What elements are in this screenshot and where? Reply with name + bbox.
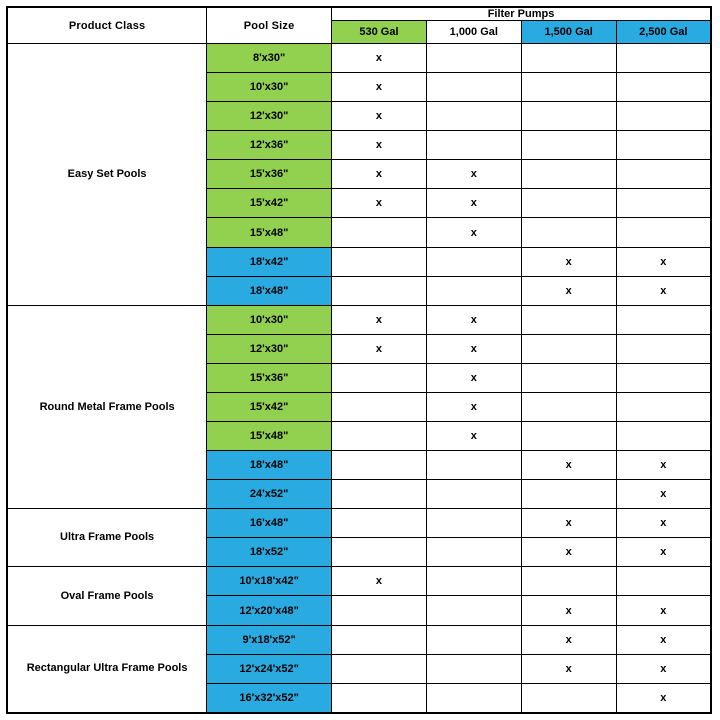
compatibility-empty-cell [616, 189, 711, 218]
table-row [7, 567, 711, 596]
compatibility-empty-cell [332, 480, 427, 509]
pool-size-cell: 15'x36" [207, 160, 332, 189]
product-class-cell: Ultra Frame Pools [7, 509, 207, 567]
pump-capacity-header-4: 2,500 Gal [616, 21, 711, 44]
pool-size-cell: 16'x48" [207, 509, 332, 538]
compatibility-empty-cell [521, 363, 616, 392]
header-pool-size: Pool Size [207, 7, 332, 44]
pump-capacity-header-2: 1,000 Gal [426, 21, 521, 44]
pool-size-cell: 24'x52" [207, 480, 332, 509]
pool-size-cell: 10'x30" [207, 305, 332, 334]
compatibility-mark-cell: x [616, 247, 711, 276]
compatibility-empty-cell [426, 131, 521, 160]
product-class-cell: Round Metal Frame Pools [7, 305, 207, 509]
pool-size-cell: 12'x36" [207, 131, 332, 160]
pool-size-cell: 12'x30" [207, 334, 332, 363]
compatibility-empty-cell [616, 363, 711, 392]
compatibility-mark-cell: x [332, 567, 427, 596]
compatibility-empty-cell [332, 392, 427, 421]
compatibility-empty-cell [521, 334, 616, 363]
pool-size-cell: 12'x24'x52" [207, 654, 332, 683]
compatibility-empty-cell [426, 538, 521, 567]
compatibility-empty-cell [426, 683, 521, 713]
compatibility-empty-cell [426, 480, 521, 509]
pool-size-cell: 15'x36" [207, 363, 332, 392]
product-class-cell: Oval Frame Pools [7, 567, 207, 625]
compatibility-empty-cell [426, 73, 521, 102]
pool-size-cell: 16'x32'x52" [207, 683, 332, 713]
compatibility-mark-cell: x [332, 131, 427, 160]
pool-size-cell: 18'x52" [207, 538, 332, 567]
pool-size-cell: 15'x48" [207, 218, 332, 247]
compatibility-mark-cell: x [616, 596, 711, 625]
compatibility-empty-cell [426, 509, 521, 538]
compatibility-mark-cell: x [332, 334, 427, 363]
compatibility-empty-cell [616, 422, 711, 451]
compatibility-empty-cell [332, 276, 427, 305]
compatibility-empty-cell [426, 451, 521, 480]
compatibility-empty-cell [521, 160, 616, 189]
compatibility-mark-cell: x [426, 189, 521, 218]
header-row-titles [7, 7, 711, 21]
compatibility-empty-cell [332, 625, 427, 654]
compatibility-empty-cell [521, 480, 616, 509]
pool-size-cell: 12'x30" [207, 102, 332, 131]
compatibility-empty-cell [332, 218, 427, 247]
compatibility-empty-cell [332, 683, 427, 713]
compatibility-empty-cell [616, 131, 711, 160]
compatibility-empty-cell [616, 160, 711, 189]
compatibility-mark-cell: x [521, 654, 616, 683]
compatibility-empty-cell [332, 363, 427, 392]
compatibility-mark-cell: x [521, 596, 616, 625]
pool-pump-compatibility-table [6, 6, 712, 714]
compatibility-mark-cell: x [616, 625, 711, 654]
pool-size-cell: 10'x30" [207, 73, 332, 102]
compatibility-mark-cell: x [521, 538, 616, 567]
compatibility-mark-cell: x [332, 73, 427, 102]
pool-size-cell: 15'x42" [207, 392, 332, 421]
compatibility-mark-cell: x [426, 422, 521, 451]
table-row [7, 44, 711, 73]
compatibility-mark-cell: x [332, 189, 427, 218]
compatibility-empty-cell [332, 422, 427, 451]
compatibility-empty-cell [616, 218, 711, 247]
compatibility-empty-cell [521, 73, 616, 102]
compatibility-empty-cell [616, 392, 711, 421]
compatibility-mark-cell: x [521, 451, 616, 480]
compatibility-mark-cell: x [616, 654, 711, 683]
product-class-cell: Rectangular Ultra Frame Pools [7, 625, 207, 713]
compatibility-mark-cell: x [332, 102, 427, 131]
pump-capacity-header-1: 530 Gal [332, 21, 427, 44]
compatibility-mark-cell: x [521, 247, 616, 276]
compatibility-mark-cell: x [521, 509, 616, 538]
compatibility-mark-cell: x [426, 218, 521, 247]
compatibility-empty-cell [426, 276, 521, 305]
compatibility-mark-cell: x [426, 305, 521, 334]
compatibility-empty-cell [332, 596, 427, 625]
pool-size-cell: 18'x48" [207, 276, 332, 305]
header-product-class: Product Class [7, 7, 207, 44]
pool-size-cell: 15'x42" [207, 189, 332, 218]
compatibility-empty-cell [616, 567, 711, 596]
compatibility-mark-cell: x [332, 160, 427, 189]
compatibility-mark-cell: x [521, 625, 616, 654]
compatibility-mark-cell: x [332, 305, 427, 334]
compatibility-mark-cell: x [616, 276, 711, 305]
compatibility-empty-cell [426, 625, 521, 654]
compatibility-empty-cell [521, 189, 616, 218]
pump-capacity-header-3: 1,500 Gal [521, 21, 616, 44]
compatibility-mark-cell: x [426, 363, 521, 392]
compatibility-mark-cell: x [616, 683, 711, 713]
compatibility-empty-cell [426, 596, 521, 625]
pool-size-cell: 8'x30" [207, 44, 332, 73]
compatibility-empty-cell [521, 392, 616, 421]
compatibility-empty-cell [521, 683, 616, 713]
header-filter-pumps: Filter Pumps [332, 7, 711, 21]
table-header [7, 7, 711, 44]
compatibility-empty-cell [332, 509, 427, 538]
compatibility-empty-cell [616, 102, 711, 131]
pool-size-cell: 18'x48" [207, 451, 332, 480]
pool-size-cell: 10'x18'x42" [207, 567, 332, 596]
compatibility-empty-cell [521, 102, 616, 131]
compatibility-empty-cell [616, 305, 711, 334]
pool-size-cell: 12'x20'x48" [207, 596, 332, 625]
table-row [7, 625, 711, 654]
compatibility-mark-cell: x [426, 160, 521, 189]
compatibility-empty-cell [616, 334, 711, 363]
compatibility-mark-cell: x [616, 509, 711, 538]
compatibility-empty-cell [521, 44, 616, 73]
table-row [7, 509, 711, 538]
compatibility-mark-cell: x [616, 538, 711, 567]
compatibility-empty-cell [521, 131, 616, 160]
compatibility-empty-cell [332, 451, 427, 480]
compatibility-mark-cell: x [426, 334, 521, 363]
compatibility-empty-cell [426, 44, 521, 73]
compatibility-empty-cell [426, 247, 521, 276]
compatibility-empty-cell [332, 247, 427, 276]
pool-size-cell: 18'x42" [207, 247, 332, 276]
compatibility-empty-cell [616, 73, 711, 102]
compatibility-empty-cell [426, 567, 521, 596]
table-body [7, 44, 711, 714]
compatibility-mark-cell: x [616, 480, 711, 509]
compatibility-empty-cell [332, 538, 427, 567]
compatibility-mark-cell: x [332, 44, 427, 73]
compatibility-empty-cell [521, 305, 616, 334]
compatibility-empty-cell [426, 654, 521, 683]
compatibility-mark-cell: x [521, 276, 616, 305]
compatibility-empty-cell [332, 654, 427, 683]
compatibility-empty-cell [521, 567, 616, 596]
compatibility-mark-cell: x [426, 392, 521, 421]
pool-size-cell: 9'x18'x52" [207, 625, 332, 654]
table-row [7, 305, 711, 334]
compatibility-empty-cell [616, 44, 711, 73]
compatibility-mark-cell: x [616, 451, 711, 480]
compatibility-empty-cell [426, 102, 521, 131]
pool-size-cell: 15'x48" [207, 422, 332, 451]
product-class-cell: Easy Set Pools [7, 44, 207, 306]
compatibility-empty-cell [521, 218, 616, 247]
compatibility-empty-cell [521, 422, 616, 451]
